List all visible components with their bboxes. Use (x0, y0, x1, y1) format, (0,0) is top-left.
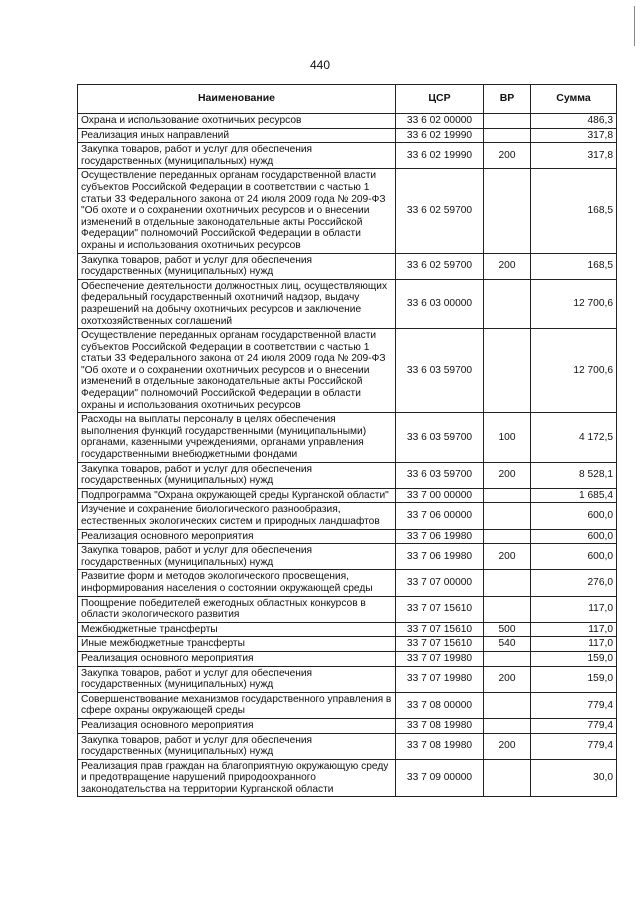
cell-sum: 168,5 (531, 169, 617, 253)
cell-csr: 33 6 02 59700 (396, 169, 484, 253)
table-row (78, 544, 617, 570)
cell-name: Реализация иных направлений (78, 128, 396, 143)
header-name: Наименование (78, 85, 396, 114)
cell-vr (484, 114, 531, 129)
cell-name: Реализация основного мероприятия (78, 529, 396, 544)
table-row (78, 733, 617, 759)
cell-csr: 33 6 03 59700 (396, 462, 484, 488)
cell-csr: 33 7 09 00000 (396, 759, 484, 797)
cell-csr: 33 7 07 15610 (396, 637, 484, 652)
cell-csr: 33 7 07 00000 (396, 570, 484, 596)
cell-sum: 600,0 (531, 503, 617, 529)
cell-csr: 33 6 02 19990 (396, 128, 484, 143)
cell-vr: 540 (484, 637, 531, 652)
cell-vr (484, 651, 531, 666)
table-row (78, 596, 617, 622)
cell-sum: 117,0 (531, 622, 617, 637)
cell-vr (484, 759, 531, 797)
cell-csr: 33 7 07 19980 (396, 666, 484, 692)
page-number: 440 (309, 58, 331, 72)
cell-vr (484, 570, 531, 596)
table-header (78, 85, 617, 114)
table-body (78, 114, 617, 797)
table-row (78, 488, 617, 503)
cell-vr (484, 718, 531, 733)
cell-sum: 159,0 (531, 651, 617, 666)
cell-name: Реализация основного мероприятия (78, 651, 396, 666)
cell-vr (484, 503, 531, 529)
cell-vr (484, 529, 531, 544)
cell-name: Закупка товаров, работ и услуг для обеспечения государственных (муниципальных) нужд (78, 544, 396, 570)
table-row (78, 143, 617, 169)
cell-vr (484, 692, 531, 718)
cell-name: Охрана и использование охотничьих ресурсов (78, 114, 396, 129)
cell-sum: 8 528,1 (531, 462, 617, 488)
cell-name: Обеспечение деятельности должностных лиц, осуществляющих федеральный государственный охотничий надзор, выдачу разрешений на добычу охотничьих ресурсов и заключение охотхозяйственных соглашений (78, 279, 396, 328)
table-row (78, 718, 617, 733)
cell-sum: 486,3 (531, 114, 617, 129)
table-row (78, 462, 617, 488)
cell-name: Совершенствование механизмов государственного управления в сфере охраны окружающей среды (78, 692, 396, 718)
cell-sum: 317,8 (531, 128, 617, 143)
cell-sum: 779,4 (531, 692, 617, 718)
scan-edge-mark (634, 6, 638, 46)
cell-name: Закупка товаров, работ и услуг для обеспечения государственных (муниципальных) нужд (78, 733, 396, 759)
cell-sum: 779,4 (531, 718, 617, 733)
cell-csr: 33 7 08 00000 (396, 692, 484, 718)
table-row (78, 529, 617, 544)
cell-csr: 33 7 00 00000 (396, 488, 484, 503)
cell-vr: 200 (484, 462, 531, 488)
table-row (78, 651, 617, 666)
cell-name: Расходы на выплаты персоналу в целях обеспечения выполнения функций государственными (муниципальными) органами, казенными учреждениями, органами управления государственными внебюджетными фондами (78, 413, 396, 462)
table-row (78, 253, 617, 279)
cell-csr: 33 7 06 19980 (396, 529, 484, 544)
cell-vr (484, 596, 531, 622)
cell-csr: 33 7 07 15610 (396, 596, 484, 622)
table-row (78, 169, 617, 253)
cell-vr (484, 488, 531, 503)
table-row (78, 329, 617, 413)
cell-name: Осуществление переданных органам государственной власти субъектов Российской Федерации в соответствии с частью 1 статьи 33 Федерального закона от 24 июля 2009 года № 209-ФЗ "Об охоте и о сохранении охотничьих ресурсов и о внесении изменений в отдельные законодательные акты Российской Федерации" полномочий Российской Федерации в области охраны и использования охотничьих ресурсов (78, 169, 396, 253)
cell-vr: 200 (484, 143, 531, 169)
cell-name: Реализация основного мероприятия (78, 718, 396, 733)
table-row (78, 413, 617, 462)
cell-sum: 117,0 (531, 637, 617, 652)
cell-vr: 200 (484, 733, 531, 759)
cell-vr (484, 169, 531, 253)
cell-vr: 200 (484, 666, 531, 692)
cell-sum: 117,0 (531, 596, 617, 622)
cell-vr (484, 128, 531, 143)
cell-csr: 33 7 07 19980 (396, 651, 484, 666)
cell-csr: 33 6 03 59700 (396, 413, 484, 462)
cell-sum: 317,8 (531, 143, 617, 169)
header-row (78, 85, 617, 114)
cell-name: Межбюджетные трансферты (78, 622, 396, 637)
cell-sum: 4 172,5 (531, 413, 617, 462)
cell-vr: 500 (484, 622, 531, 637)
cell-csr: 33 7 06 00000 (396, 503, 484, 529)
table-row (78, 503, 617, 529)
cell-name: Закупка товаров, работ и услуг для обеспечения государственных (муниципальных) нужд (78, 143, 396, 169)
table-row (78, 114, 617, 129)
cell-sum: 779,4 (531, 733, 617, 759)
cell-sum: 600,0 (531, 529, 617, 544)
header-sum: Сумма (531, 85, 617, 114)
header-csr: ЦСР (396, 85, 484, 114)
cell-sum: 168,5 (531, 253, 617, 279)
cell-name: Закупка товаров, работ и услуг для обеспечения государственных (муниципальных) нужд (78, 462, 396, 488)
cell-name: Закупка товаров, работ и услуг для обеспечения государственных (муниципальных) нужд (78, 253, 396, 279)
cell-vr (484, 279, 531, 328)
cell-sum: 276,0 (531, 570, 617, 596)
cell-name: Поощрение победителей ежегодных областных конкурсов в области экологического развития (78, 596, 396, 622)
cell-name: Подпрограмма "Охрана окружающей среды Курганской области" (78, 488, 396, 503)
cell-sum: 30,0 (531, 759, 617, 797)
cell-name: Развитие форм и методов экологического просвещения, информирования населения о состоянии окружающей среды (78, 570, 396, 596)
table-row (78, 637, 617, 652)
budget-table (77, 84, 617, 797)
cell-sum: 159,0 (531, 666, 617, 692)
cell-vr: 200 (484, 253, 531, 279)
cell-csr: 33 7 06 19980 (396, 544, 484, 570)
cell-name: Осуществление переданных органам государственной власти субъектов Российской Федерации в соответствии с частью 1 статьи 33 Федерального закона от 24 июля 2009 года № 209-ФЗ "Об охоте и о сохранении охотничьих ресурсов и о внесении изменений в отдельные законодательные акты Российской Федерации" полномочий Российской Федерации в области охраны и использования охотничьих ресурсов (78, 329, 396, 413)
cell-sum: 1 685,4 (531, 488, 617, 503)
table-row (78, 666, 617, 692)
cell-name: Закупка товаров, работ и услуг для обеспечения государственных (муниципальных) нужд (78, 666, 396, 692)
cell-csr: 33 6 02 59700 (396, 253, 484, 279)
header-vr: ВР (484, 85, 531, 114)
cell-sum: 600,0 (531, 544, 617, 570)
cell-name: Изучение и сохранение биологического разнообразия, естественных экологических систем и природных ландшафтов (78, 503, 396, 529)
cell-csr: 33 6 02 19990 (396, 143, 484, 169)
cell-csr: 33 7 07 15610 (396, 622, 484, 637)
cell-name: Реализация прав граждан на благоприятную окружающую среду и предотвращение нарушений природоохранного законодательства на территории Курганской области (78, 759, 396, 797)
table-row (78, 570, 617, 596)
cell-vr: 200 (484, 544, 531, 570)
table-row (78, 759, 617, 797)
table-row (78, 622, 617, 637)
cell-name: Иные межбюджетные трансферты (78, 637, 396, 652)
cell-sum: 12 700,6 (531, 279, 617, 328)
cell-csr: 33 6 03 00000 (396, 279, 484, 328)
table-row (78, 128, 617, 143)
cell-csr: 33 7 08 19980 (396, 733, 484, 759)
cell-csr: 33 7 08 19980 (396, 718, 484, 733)
cell-sum: 12 700,6 (531, 329, 617, 413)
table-row (78, 692, 617, 718)
cell-csr: 33 6 02 00000 (396, 114, 484, 129)
cell-vr: 100 (484, 413, 531, 462)
cell-vr (484, 329, 531, 413)
cell-csr: 33 6 03 59700 (396, 329, 484, 413)
table-row (78, 279, 617, 328)
